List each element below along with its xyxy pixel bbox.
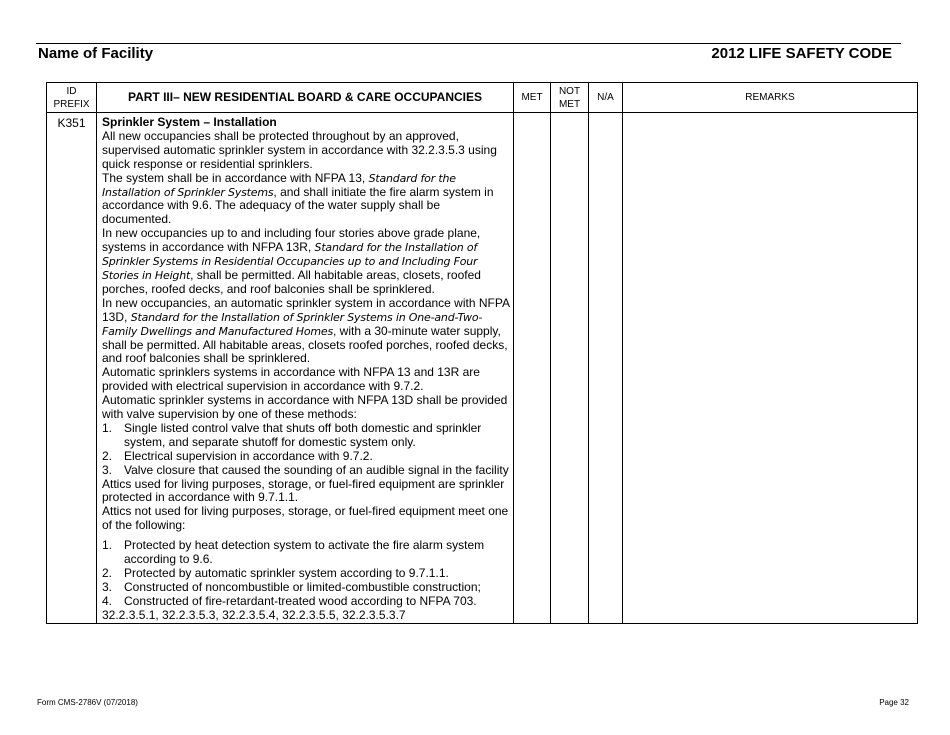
- table-header-row: [47, 83, 918, 113]
- list-item: [102, 422, 511, 450]
- met-cell[interactable]: [514, 113, 551, 624]
- id-header-line1: ID: [66, 85, 77, 97]
- row-id: K351: [47, 113, 97, 624]
- code-title: 2012 LIFE SAFETY CODE: [711, 45, 892, 62]
- paragraph-5: Automatic sprinklers systems in accordance with NFPA 13 and 13R are provided with electrical supervision in accordance with 9.7.2.: [102, 365, 480, 394]
- list-number: 4.: [102, 593, 113, 608]
- remarks-header: REMARKS: [623, 83, 918, 113]
- header-rule: [36, 43, 901, 44]
- na-header: N/A: [589, 83, 623, 113]
- list-item: [102, 450, 511, 464]
- paragraph-3: [102, 227, 511, 297]
- not-met-header-line2: MET: [558, 98, 581, 110]
- id-prefix-header: [47, 83, 97, 113]
- paragraph-2: [102, 172, 511, 228]
- not-met-header-line1: NOT: [558, 85, 581, 97]
- na-cell[interactable]: [589, 113, 623, 624]
- met-header: MET: [514, 83, 551, 113]
- list-text: Protected by heat detection system to activate the fire alarm system according to 9.6.: [124, 538, 485, 567]
- p3-text-b: , shall be permitted. All habitable areas, closets, roofed porches, roofed decks, and roof balconies shall be sprinklered.: [102, 267, 481, 296]
- p3-text-a: In new occupancies up to and including four stories above grade plane, systems in accordance with NFPA 13R,: [102, 226, 481, 255]
- list-text: Single listed control valve that shuts off both domestic and sprinkler system, and separate shutoff for domestic system only.: [124, 420, 482, 449]
- id-header-line2: PREFIX: [53, 98, 90, 110]
- list-text: Electrical supervision in accordance with 9.7.2.: [124, 448, 373, 463]
- p4-text-b: , with a 30-minute water supply, shall be permitted. All habitable areas, closets roofed porches, roofed decks, and roof balconies shall be sprinklered.: [102, 323, 508, 366]
- facility-name-label: Name of Facility: [38, 45, 154, 62]
- part-header: PART III– NEW RESIDENTIAL BOARD & CARE OCCUPANCIES: [97, 83, 514, 113]
- not-met-cell[interactable]: [551, 113, 589, 624]
- paragraph-8: Attics not used for living purposes, storage, or fuel-fired equipment meet one of the following:: [102, 504, 509, 533]
- p4-italic: Standard for the Installation of Sprinkler Systems in One-and-Two-Family Dwellings and Manufactured Homes: [102, 310, 483, 338]
- not-met-header: [551, 83, 589, 113]
- table-row: [47, 113, 918, 624]
- list-item: [102, 567, 511, 581]
- remarks-cell[interactable]: [623, 113, 918, 624]
- p2-italic: Standard for the Installation of Sprinkler Systems: [102, 171, 456, 199]
- list-item: [102, 581, 511, 595]
- p2-text-b: , and shall initiate the fire alarm system in accordance with 9.6. The adequacy of the water supply shall be documented.: [102, 184, 494, 227]
- list-item: [102, 595, 511, 609]
- list-item: [102, 464, 511, 478]
- p3-italic: Standard for the Installation of Sprinkler Systems in Residential Occupancies up to and Including Four Stories in Height: [102, 241, 478, 282]
- list-item: [102, 539, 511, 567]
- list-text: Protected by automatic sprinkler system according to 9.7.1.1.: [124, 566, 449, 580]
- inspection-table: [46, 82, 918, 624]
- references: 32.2.3.5.1, 32.2.3.5.3, 32.2.3.5.4, 32.2.3.5.5, 32.2.3.5.3.7: [102, 607, 406, 622]
- requirement-title: Sprinkler System – Installation: [102, 115, 277, 129]
- list-number: 3.: [102, 579, 113, 594]
- list-number: 1.: [102, 538, 113, 553]
- form-number: Form CMS-2786V (07/2018): [37, 698, 138, 707]
- paragraph-7: Attics used for living purposes, storage, or fuel-fired equipment are sprinkler protected in accordance with 9.7.1.1.: [102, 476, 505, 505]
- page-number: Page 32: [879, 698, 909, 707]
- list-text: Constructed of noncombustible or limited-combustible construction;: [124, 579, 481, 594]
- paragraph-4: [102, 297, 511, 367]
- list-number: 2.: [102, 448, 113, 463]
- list-text: Constructed of fire-retardant-treated wood according to NFPA 703.: [124, 593, 477, 608]
- paragraph-6: Automatic sprinkler systems in accordance with NFPA 13D shall be provided with valve supervision by one of these methods:: [102, 393, 508, 422]
- list-number: 2.: [102, 566, 113, 580]
- p4-text-a: In new occupancies, an automatic sprinkler system in accordance with NFPA 13D,: [102, 295, 510, 324]
- p2-text-a: The system shall be in accordance with NFPA 13,: [102, 170, 369, 185]
- requirement-text: [97, 113, 514, 624]
- list-text: Valve closure that caused the sounding of an audible signal in the facility: [124, 462, 509, 477]
- list-number: 1.: [102, 420, 113, 435]
- paragraph-1: All new occupancies shall be protected throughout by an approved, supervised automatic sprinkler system in accordance with 32.2.3.5.3 using quick response or residential sprinklers.: [102, 128, 497, 171]
- list-number: 3.: [102, 462, 113, 477]
